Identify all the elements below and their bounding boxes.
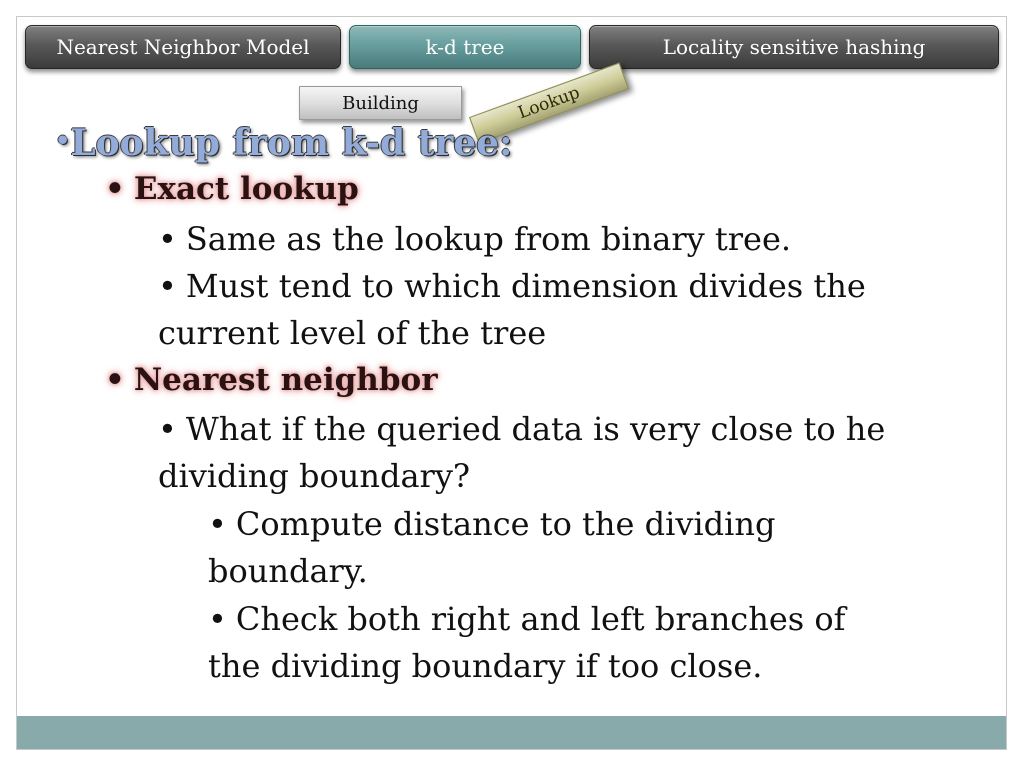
heading-exact-lookup	[105, 168, 359, 210]
bullet-text: Must tend to which dimension divides the	[185, 267, 866, 305]
bullet-compute-distance-cont	[208, 551, 368, 591]
bullet-text: What if the queried data is very close to he	[185, 410, 886, 448]
bullet-dimension-divides	[158, 266, 866, 306]
bullet-text: Check both right and left branches of	[235, 600, 846, 638]
bullet-compute-distance	[208, 504, 775, 544]
bullet-glyph: •	[208, 505, 227, 543]
bullet-queried-data-close	[158, 409, 885, 449]
bullet-text: current level of the tree	[158, 314, 547, 352]
bullet-text: boundary.	[208, 552, 368, 590]
subtab-label: Building	[342, 92, 419, 114]
heading-nearest-neighbor	[105, 359, 438, 401]
bullet-dimension-divides-cont	[158, 313, 546, 353]
title-text: Lookup from k-d tree:	[70, 122, 513, 164]
bullet-glyph: •	[158, 267, 177, 305]
bullet-glyph: •	[158, 220, 177, 258]
bullet-queried-data-close-cont	[158, 456, 470, 496]
bullet-text: the dividing boundary if too close.	[208, 647, 763, 685]
bullet-glyph: •	[208, 600, 227, 638]
tab-label: Locality sensitive hashing	[662, 35, 926, 59]
subtab-label: Lookup	[515, 82, 583, 124]
bullet-glyph: •	[158, 410, 177, 448]
tab-label: k-d tree	[425, 35, 505, 59]
footer-bar	[17, 716, 1006, 749]
bullet-text: dividing boundary?	[158, 457, 471, 495]
heading-text: Nearest neighbor	[133, 362, 438, 398]
tab-kd-tree[interactable]	[349, 25, 581, 69]
heading-text: Exact lookup	[133, 171, 359, 207]
tab-nearest-neighbor-model[interactable]	[25, 25, 341, 69]
bullet-same-as-binary-tree	[158, 219, 791, 259]
bullet-text: Compute distance to the dividing	[235, 505, 776, 543]
slide-title	[55, 117, 512, 167]
title-bullet: •	[55, 126, 71, 155]
tab-label: Nearest Neighbor Model	[56, 35, 310, 59]
bullet-text: Same as the lookup from binary tree.	[185, 220, 792, 258]
bullet-glyph: •	[105, 171, 125, 207]
subtab-building[interactable]	[299, 86, 462, 120]
tab-locality-sensitive-hashing[interactable]	[589, 25, 999, 69]
bullet-check-both-branches	[208, 599, 845, 639]
bullet-glyph: •	[105, 362, 125, 398]
bullet-check-both-branches-cont	[208, 646, 762, 686]
